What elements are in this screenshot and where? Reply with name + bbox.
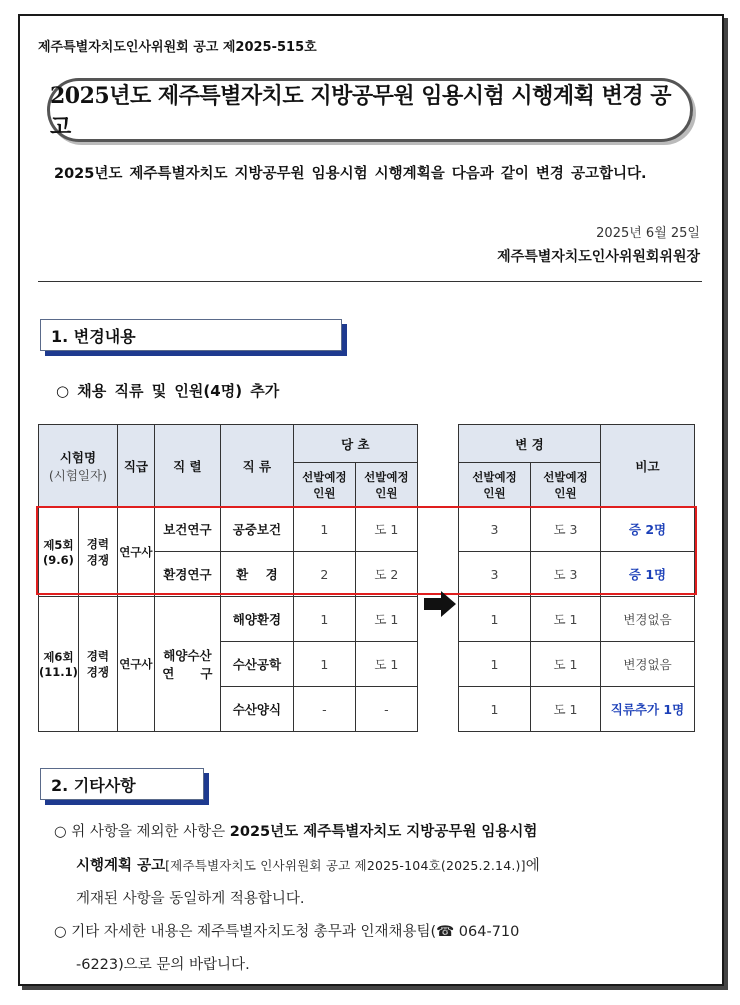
category-cell: 환 경 (220, 552, 293, 597)
table-row (459, 597, 695, 642)
value-cell: - (355, 687, 417, 732)
series-header: 직 렬 (154, 425, 220, 507)
value-cell: 도 1 (531, 597, 601, 642)
value-cell: 1 (293, 642, 355, 687)
value-cell: 1 (459, 597, 531, 642)
remark-cell: 증 2명 (601, 507, 695, 552)
category-cell: 수산양식 (220, 687, 293, 732)
list-item: 게재된 사항을 동일하게 적용합니다. (76, 891, 305, 907)
value-cell: 1 (293, 597, 355, 642)
series-cell: 해양수산 연 구 (154, 597, 220, 732)
exam-cell: 제6회 (11.1) (39, 597, 79, 732)
value-cell: 도 1 (355, 642, 417, 687)
table-row (459, 642, 695, 687)
exam-header: 시험명 (시험일자) (39, 425, 118, 507)
document-title: 2025년도 제주특별자치도 지방공무원 임용시험 시행계획 변경 공고 (50, 83, 671, 140)
list-item: 시행계획 공고[제주특별자치도 인사위원회 공고 제2025-104호(2025.2.14.)]에 (76, 858, 540, 874)
value-cell: 도 3 (531, 552, 601, 597)
category-header: 직 류 (220, 425, 293, 507)
value-cell: 3 (459, 552, 531, 597)
rank-cell: 연구사 (117, 597, 154, 732)
value-cell: 도 1 (355, 507, 417, 552)
change-header: 변 경 (459, 425, 601, 463)
value-cell: 도 3 (531, 507, 601, 552)
value-cell: 1 (459, 642, 531, 687)
arrow-right-icon (424, 591, 456, 617)
list-item: ○ 기타 자세한 내용은 제주특별자치도청 총무과 인재채용팀(☎ 064-710 (54, 924, 520, 940)
value-cell: 3 (459, 507, 531, 552)
planned-header: 선발예정 인원 (355, 463, 417, 507)
series-cell: 환경연구 (154, 552, 220, 597)
section-heading-text: 2. 기타사항 (51, 775, 136, 795)
original-header: 당 초 (293, 425, 417, 463)
value-cell: 도 1 (531, 642, 601, 687)
value-cell: 2 (293, 552, 355, 597)
planned-header: 선발예정 인원 (531, 463, 601, 507)
section-heading-text: 1. 변경내용 (51, 326, 136, 346)
value-cell: 1 (459, 687, 531, 732)
type-cell: 경력 경쟁 (78, 597, 117, 732)
category-cell: 해양환경 (220, 597, 293, 642)
table-row (459, 687, 695, 732)
notice-number: 제주특별자치도인사위원회 공고 제2025-515호 (38, 40, 317, 55)
divider (38, 281, 702, 282)
section-heading-other (40, 768, 204, 800)
remark-cell: 증 1명 (601, 552, 695, 597)
table-row (39, 597, 418, 642)
type-cell: 경력 경쟁 (78, 507, 117, 597)
remark-header: 비고 (601, 425, 695, 507)
value-cell: - (293, 687, 355, 732)
subheading: ○ 채용 직류 및 인원(4명) 추가 (56, 382, 280, 400)
remark-cell: 직류추가 1명 (601, 687, 695, 732)
notice-date: 2025년 6월 25일 (596, 226, 700, 241)
list-item: -6223)으로 문의 바랍니다. (76, 957, 250, 973)
rank-header: 직급 (117, 425, 154, 507)
highlight-box (36, 506, 697, 595)
value-cell: 도 2 (355, 552, 417, 597)
category-cell: 공중보건 (220, 507, 293, 552)
planned-header: 선발예정 인원 (293, 463, 355, 507)
section-heading-changes (40, 319, 342, 351)
title-box (47, 78, 693, 142)
planned-header: 선발예정 인원 (459, 463, 531, 507)
rank-cell: 연구사 (117, 507, 154, 597)
other-notes (54, 817, 702, 983)
intro-text: 2025년도 제주특별자치도 지방공무원 임용시험 시행계획을 다음과 같이 변경 공고합니다. (54, 166, 647, 182)
series-cell: 보건연구 (154, 507, 220, 552)
category-cell: 수산공학 (220, 642, 293, 687)
exam-cell: 제5회 (9.6) (39, 507, 79, 597)
value-cell: 도 1 (531, 687, 601, 732)
remark-cell: 변경없음 (601, 597, 695, 642)
value-cell: 1 (293, 507, 355, 552)
remark-cell: 변경없음 (601, 642, 695, 687)
list-item: ○ 위 사항을 제외한 사항은 2025년도 제주특별자치도 지방공무원 임용시험 (54, 824, 538, 840)
signer: 제주특별자치도인사위원회위원장 (497, 249, 700, 265)
value-cell: 도 1 (355, 597, 417, 642)
